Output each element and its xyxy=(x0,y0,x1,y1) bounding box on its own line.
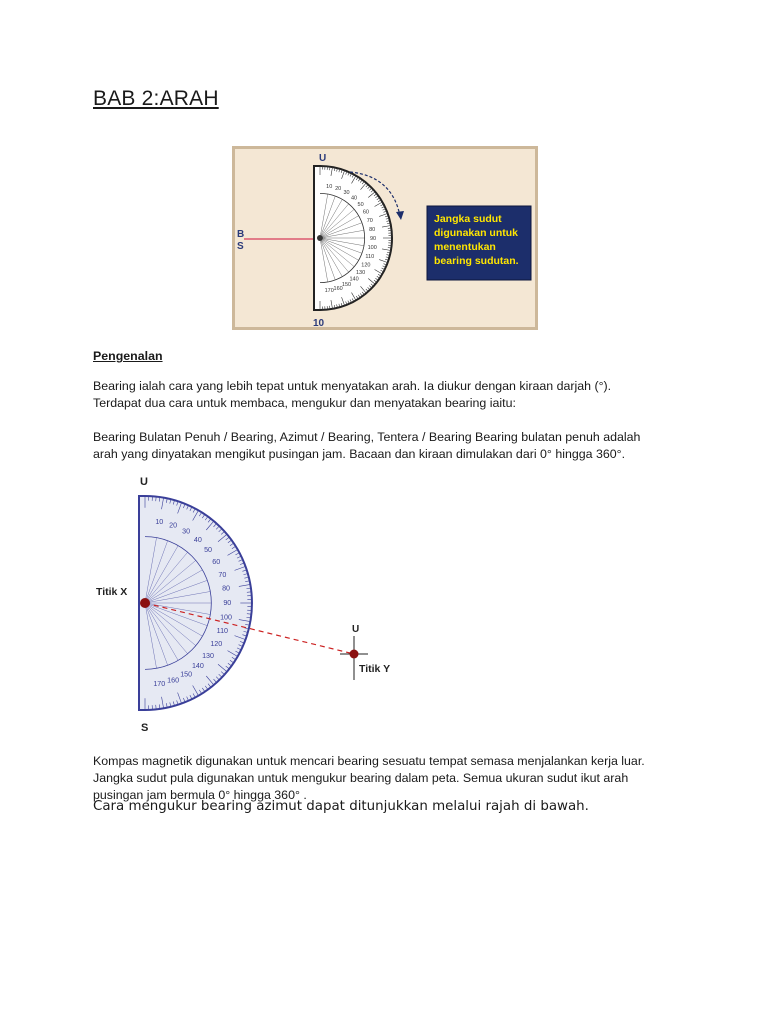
protractor-scale-number: 20 xyxy=(335,186,342,193)
protractor-scale-number: 30 xyxy=(343,190,350,197)
paragraph-line: Bearing Bulatan Penuh / Bearing, Azimut / Bearing, Tentera / Bearing Bearing bulatan penuh adalah xyxy=(93,430,641,444)
protractor-scale-number: 50 xyxy=(204,546,213,555)
paragraph-line: Terdapat dua cara untuk membaca, mengukur dan menyatakan bearing iaitu: xyxy=(93,396,516,410)
protractor-scale-number: 100 xyxy=(367,245,377,252)
protractor-scale-number: 110 xyxy=(365,254,375,261)
fig1-callout-line-2: digunakan untuk xyxy=(434,227,518,239)
page-title: BAB 2:ARAH xyxy=(93,87,219,110)
fig1-west-label-s: S xyxy=(237,241,244,252)
protractor-scale-number: 80 xyxy=(222,584,231,593)
point-x-label: Titik X xyxy=(96,586,128,598)
protractor-scale-number: 120 xyxy=(361,262,371,269)
point-y-marker xyxy=(350,650,359,659)
protractor-scale-number: 20 xyxy=(169,521,178,530)
protractor-scale-number: 60 xyxy=(212,557,221,566)
fig1-callout-line-4: bearing sudutan. xyxy=(434,255,519,267)
protractor-scale-number: 100 xyxy=(220,613,233,622)
protractor-scale-number: 130 xyxy=(356,270,366,277)
paragraph-intro xyxy=(93,378,693,412)
protractor-scale-number: 40 xyxy=(351,195,358,202)
protractor-center xyxy=(317,235,323,241)
protractor-scale-number: 110 xyxy=(216,627,229,636)
point-y-north-label: U xyxy=(352,624,360,635)
fig1-west-label-b: B xyxy=(237,229,245,240)
fig1-north-label: U xyxy=(319,153,327,164)
paragraph-line: Jangka sudut pula digunakan untuk mengukur bearing dalam peta. Semua ukuran sudut ikut arah xyxy=(93,771,629,785)
protractor-scale-number: 160 xyxy=(167,676,180,685)
paragraph-line: arah yang dinyatakan mengikut pusingan jam. Bacaan dan kiraan dimulakan dari 0° hingga 360°. xyxy=(93,447,626,461)
fig2-south-label: S xyxy=(141,722,149,734)
paragraph-line: pusingan jam bermula 0° hingga 360° . xyxy=(93,788,307,802)
protractor-scale-number: 170 xyxy=(153,680,166,689)
protractor-scale-number: 140 xyxy=(349,276,359,283)
section-heading-pengenalan: Pengenalan xyxy=(93,349,163,363)
fig1-callout-line-3: menentukan xyxy=(434,241,496,253)
protractor-scale-number: 150 xyxy=(341,281,352,288)
fig2-north-label: U xyxy=(140,476,148,488)
paragraph-line: Bearing ialah cara yang lebih tepat untuk menyatakan arah. Ia diukur dengan kiraan darjah (°). xyxy=(93,379,612,393)
protractor-scale-number: 50 xyxy=(357,201,364,208)
fig1-south-label: 10 xyxy=(313,318,325,329)
protractor-scale-number: 10 xyxy=(155,517,164,526)
protractor-scale-number: 30 xyxy=(182,527,191,536)
protractor-scale-number: 10 xyxy=(326,183,333,190)
protractor-scale-number: 120 xyxy=(210,640,223,649)
protractor-scale-number: 70 xyxy=(218,570,227,579)
protractor-scale-number: 130 xyxy=(202,651,215,660)
protractor-scale-number: 90 xyxy=(223,599,232,607)
paragraph-bearing-types xyxy=(93,429,693,463)
protractor-scale-number: 90 xyxy=(369,236,377,242)
protractor-scale-number: 80 xyxy=(369,226,376,233)
protractor-figure-2 xyxy=(88,470,408,740)
protractor-scale-number: 170 xyxy=(324,288,334,295)
paragraph-line: Kompas magnetik digunakan untuk mencari bearing sesuatu tempat semasa menjalankan kerja luar. xyxy=(93,754,645,768)
fig1-callout-line-1: Jangka sudut xyxy=(434,213,502,225)
paragraph-compass xyxy=(93,753,693,804)
protractor-scale-number: 150 xyxy=(180,670,193,679)
protractor-scale-number: 70 xyxy=(366,217,373,224)
protractor-scale-number: 40 xyxy=(193,535,202,544)
protractor-figure-1 xyxy=(232,146,538,330)
protractor-scale-number: 160 xyxy=(333,285,343,292)
paragraph-azimuth-intro: Cara mengukur bearing azimut dapat ditunjukkan melalui rajah di bawah. xyxy=(93,799,589,814)
protractor-scale-number: 60 xyxy=(362,209,369,216)
point-y-label: Titik Y xyxy=(359,663,391,675)
protractor-scale-number: 140 xyxy=(191,662,204,671)
point-x-marker xyxy=(140,598,150,608)
